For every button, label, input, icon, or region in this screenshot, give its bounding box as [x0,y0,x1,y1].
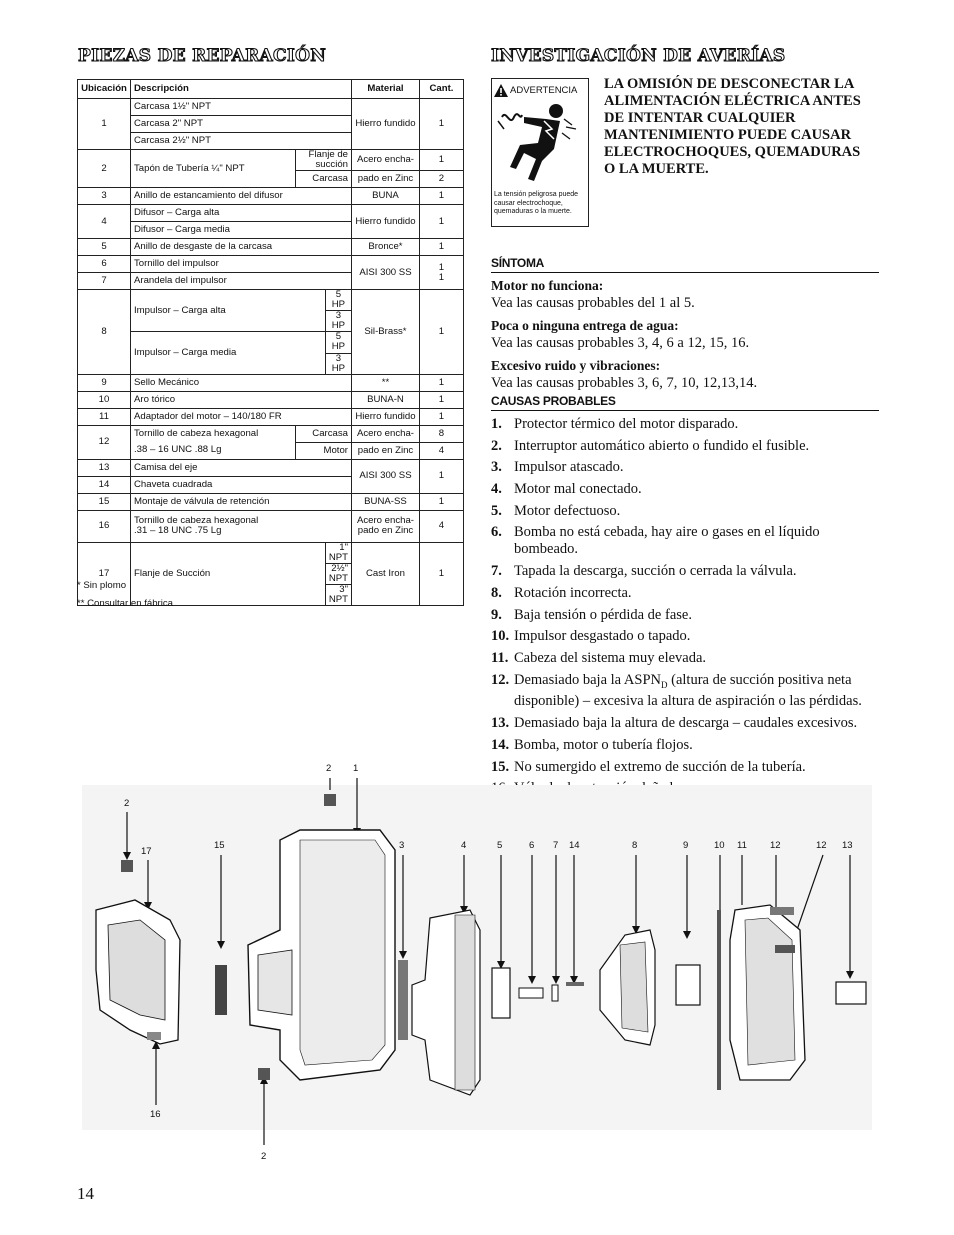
cause-text-part: Demasiado baja la ASPN [514,671,661,688]
symptom-title: Excesivo ruido y vibraciones: [491,358,661,373]
cause-number: 4. [491,481,502,498]
cause-item [491,438,881,455]
parts-table [77,79,464,606]
note-lead-free: * Sin plomo [77,580,127,591]
cause-item [491,737,881,754]
qty-cell: 8 [419,425,463,442]
cause-number: 13. [491,715,510,732]
callout-label: 8 [632,840,638,851]
note-consult-factory: ** Consultar en fábrica [77,598,173,609]
qty-cell: 1 [419,188,463,205]
callout-label: 5 [497,840,503,851]
hex-bolt-part [775,945,795,953]
diffuser-hatch [455,915,475,1090]
cause-text: Impulsor atascado. [514,459,624,476]
hex-bolt-part [147,1032,161,1040]
table-row [78,99,464,116]
desc-cell: Tapón de Tubería ¼" NPT [130,150,295,188]
loc-cell: 5 [78,239,131,256]
symptom-list [491,277,881,392]
casing-inlet [258,950,292,1015]
sub-cell: Carcasa [295,171,351,188]
mechanical-seal-part [676,965,700,1005]
qty-cell: 2 [419,171,463,188]
desc-cell: Carcasa 2½" NPT [130,133,351,150]
cause-number: 15. [491,758,510,775]
callout-label: 14 [569,840,580,851]
desc-cell: Tornillo de cabeza hexagonal [130,425,295,442]
cause-item [491,524,881,558]
desc-cell: .38 – 16 UNC .88 Lg [130,442,295,459]
qty-cell: 1 [419,150,463,171]
col-location: Ubicación [78,80,131,99]
causes-list [491,416,881,802]
cause-text: Baja tensión o pérdida de fase. [514,606,692,623]
loc-cell: 10 [78,391,131,408]
table-notes [77,577,173,613]
loc-cell: 2 [78,150,131,188]
callout-label: 2 [261,1151,267,1162]
callout-label: 15 [214,840,225,851]
qty-cell: 1 [419,205,463,239]
hp-cell: 5 HP [325,290,351,311]
loc-cell: 3 [78,188,131,205]
qty-cell: 4 [419,442,463,459]
cause-item [491,650,881,667]
qty-cell: 1 [419,459,463,493]
loc-cell: 7 [78,273,131,290]
loc-cell: 12 [78,425,131,459]
callout-label: 12 [770,840,781,851]
cause-number: 6. [491,524,502,541]
qty-cell [419,256,463,290]
material-cell: Bronce* [352,239,420,256]
callout-label: 12 [816,840,827,851]
sub-cell: Motor [295,442,351,459]
col-material: Material [352,80,420,99]
material-cell: ** [352,374,420,391]
cause-text: Motor defectuoso. [514,502,621,519]
symptom-text: Vea las causas probables 3, 4, 6 a 12, 15, 16. [491,335,750,351]
cause-number: 7. [491,563,502,580]
qty-value: 1 [438,261,445,273]
qty-cell: 4 [419,510,463,542]
cause-text: Protector térmico del motor disparado. [514,416,739,432]
hex-bolt-part [770,907,794,915]
desc-cell: Tornillo del impulsor [130,256,351,273]
causes-heading: CAUSAS PROBABLES [491,394,879,411]
material-cell: pado en Zinc [352,171,420,188]
cause-number: 10. [491,628,510,645]
material-cell: Hierro fundido [352,99,420,150]
desc-cell: Anillo de desgaste de la carcasa [130,239,351,256]
cause-item [491,459,881,476]
qty-cell: 1 [419,542,463,605]
material-cell: Hierro fundido [352,205,420,239]
symptom-title: Poca o ninguna entrega de agua: [491,318,679,333]
table-row [78,256,464,273]
desc-cell: Arandela del impulsor [130,273,351,290]
callout-label: 11 [737,840,747,851]
o-ring-part [717,910,721,1090]
hp-cell: 3 HP [325,311,351,332]
sub-cell: 2½" NPT [325,563,351,584]
loc-cell: 14 [78,476,131,493]
table-row [78,425,464,442]
sub-cell: 3" NPT [325,584,351,605]
cause-item [491,481,881,498]
table-row [78,150,464,171]
page-number: 14 [77,1184,94,1203]
material-cell: Sil-Brass* [352,290,420,375]
warning-badge-text: ADVERTENCIA [510,84,578,96]
cause-item [491,503,881,520]
desc-cell: Carcasa 2" NPT [130,116,351,133]
impeller-washer-part [552,985,558,1001]
qty-cell: 1 [419,408,463,425]
material-cell: Hierro fundido [352,408,420,425]
cause-item [491,607,881,624]
loc-cell: 13 [78,459,131,476]
square-key-part [566,982,584,986]
table-row [78,188,464,205]
desc-cell: Impulsor – Carga media [130,332,325,374]
callout-label: 7 [553,840,559,851]
cause-text: Bomba, motor o tubería flojos. [514,736,693,753]
material-cell: BUNA-SS [352,493,420,510]
loc-cell: 9 [78,374,131,391]
symptom-item [491,357,881,392]
callout-label: 2 [124,798,130,809]
symptom-text: Vea las causas probables 3, 6, 7, 10, 12,13,14. [491,375,758,391]
desc-cell: Chaveta cuadrada [130,476,351,493]
callout-label: 4 [461,840,467,851]
loc-cell: 16 [78,510,131,542]
table-row [78,459,464,476]
cause-text: Cabeza del sistema muy elevada. [514,649,707,666]
cause-text: Interruptor automático abierto o fundido el fusible. [514,437,810,454]
electric-shock-icon [494,99,588,191]
warning-caption: La tensión peligrosa puede causar electrochoque, quemaduras o la muerte. [494,191,579,215]
motor-adapter-hatch [745,918,795,1065]
qty-cell: 1 [419,374,463,391]
col-description: Descripción [130,80,351,99]
table-row [78,510,464,542]
callout-label: 3 [399,840,405,851]
pipe-plug-icon [324,794,336,806]
table-row [78,391,464,408]
qty-cell: 1 [419,391,463,408]
impeller-screw-part [519,988,543,998]
loc-cell: 6 [78,256,131,273]
pipe-plug-icon [121,860,133,872]
cause-item [491,628,881,645]
desc-cell: Difusor – Carga alta [130,205,351,222]
sub-cell: Carcasa [295,425,351,442]
qty-cell: 1 [419,493,463,510]
desc-cell: Carcasa 1½" NPT [130,99,351,116]
impeller-hatch [620,942,648,1032]
callout-label: 16 [150,1109,161,1120]
cause-number: 5. [491,502,502,519]
cause-number: 8. [491,584,502,601]
material-cell: BUNA-N [352,391,420,408]
loc-cell: 15 [78,493,131,510]
callout-label: 2 [326,763,332,774]
cause-number: 14. [491,736,510,753]
desc-cell: Flanje de Succión [130,542,325,605]
parts-heading: PIEZAS DE REPARACIÓN [78,46,327,66]
pipe-plug-icon [258,1068,270,1080]
qty-cell: 1 [419,99,463,150]
table-row [78,374,464,391]
material-cell: AISI 300 SS [352,459,420,493]
desc-cell: Aro tórico [130,391,351,408]
cause-number: 2. [491,437,502,454]
material-line: pado en Zinc [357,525,414,537]
wear-ring-part [492,968,510,1018]
callout-label: 13 [842,840,853,851]
cause-subscript: D [661,679,668,690]
cause-text-part: (altura de succión positiva neta disponible) – excesiva la altura de aspiración o las pérdidas. [514,671,862,710]
table-row [78,290,464,311]
symptom-item [491,317,881,352]
qty-cell: 1 [419,290,463,375]
warning-triangle-icon [494,84,508,97]
desc-cell: Montaje de válvula de retención [130,493,351,510]
material-cell: Acero encha- [352,150,420,171]
cause-item [491,585,881,602]
cause-item [491,416,881,433]
table-header-row [78,80,464,99]
table-row [78,239,464,256]
material-cell: pado en Zinc [352,442,420,459]
cause-number: 11. [491,649,509,666]
cause-number: 12. [491,671,510,688]
casing-hatch [300,840,385,1065]
cause-text: Tapada la descarga, succión o cerrada la válvula. [514,563,797,580]
callout-label: 1 [353,763,359,774]
shaft-sleeve-part [836,982,866,1004]
desc-line: .31 – 18 UNC .75 Lg [133,525,222,537]
material-cell: Acero encha- [352,425,420,442]
hp-cell: 3 HP [325,353,351,374]
desc-cell: Anillo de estancamiento del difusor [130,188,351,205]
symptom-heading: SÍNTOMA [491,256,879,273]
callout-label: 17 [141,846,152,857]
exploded-pump-diagram [0,760,954,1170]
loc-cell: 8 [78,290,131,375]
cause-item [491,563,881,580]
warning-text: LA OMISIÓN DE DESCONECTAR LA ALIMENTACIÓN ELÉCTRICA ANTES DE INTENTAR CUALQUIER MANTENIMIENTO PUEDE CAUSAR ELECTROCHOQUES, QUEMADURAS O LA MUERTE. [604,76,861,177]
material-line: Acero encha- [356,515,414,527]
sub-cell: 1" NPT [325,542,351,563]
cause-text: No sumergido el extremo de succión de la tubería. [514,758,806,775]
table-row [78,408,464,425]
cause-text: Rotación incorrecta. [514,584,632,601]
desc-cell: Difusor – Carga media [130,222,351,239]
table-row [78,493,464,510]
material-cell: Cast Iron [352,542,420,605]
qty-value: 1 [438,271,445,283]
table-row [78,442,464,459]
cause-item [491,715,881,732]
cause-text: Impulsor desgastado o tapado. [514,628,691,645]
cause-number: 3. [491,459,502,476]
desc-line: Tornillo de cabeza hexagonal [133,515,259,527]
loc-cell: 11 [78,408,131,425]
material-cell: AISI 300 SS [352,256,420,290]
qty-cell: 1 [419,239,463,256]
cause-text [514,672,881,711]
troubleshooting-heading: INVESTIGACIÓN DE AVERÍAS [491,46,786,66]
loc-cell: 1 [78,99,131,150]
symptom-item [491,277,881,312]
desc-cell: Camisa del eje [130,459,351,476]
callout-label: 6 [529,840,535,851]
col-quantity: Cant. [419,80,463,99]
symptom-title: Motor no funciona: [491,278,604,293]
desc-cell: Impulsor – Carga alta [130,290,325,332]
cause-text: Bomba no está cebada, hay aire o gases en el líquido bombeado. [514,524,820,558]
hp-cell: 5 HP [325,332,351,353]
symptom-text: Vea las causas probables del 1 al 5. [491,295,695,311]
callout-label: 10 [714,840,725,851]
material-cell: BUNA [352,188,420,205]
material-cell [352,510,420,542]
table-row [78,542,464,563]
loc-cell: 17 [78,542,131,605]
loc-cell: 4 [78,205,131,239]
callout-label: 9 [683,840,689,851]
sub-cell: Flanje de succión [295,150,351,171]
gasket-ring-part [398,960,408,1040]
warning-badge [494,81,586,99]
desc-cell: Adaptador del motor – 140/180 FR [130,408,351,425]
cause-text: Demasiado baja la altura de descarga – caudales excesivos. [514,715,858,732]
cause-item [491,672,881,711]
desc-cell [130,510,351,542]
check-valve-part [215,965,227,1015]
cause-number: 1. [491,416,502,432]
cause-text: Motor mal conectado. [514,481,642,498]
cause-number: 9. [491,606,502,623]
desc-cell: Sello Mecánico [130,374,351,391]
warning-label [491,78,589,227]
table-row [78,205,464,222]
